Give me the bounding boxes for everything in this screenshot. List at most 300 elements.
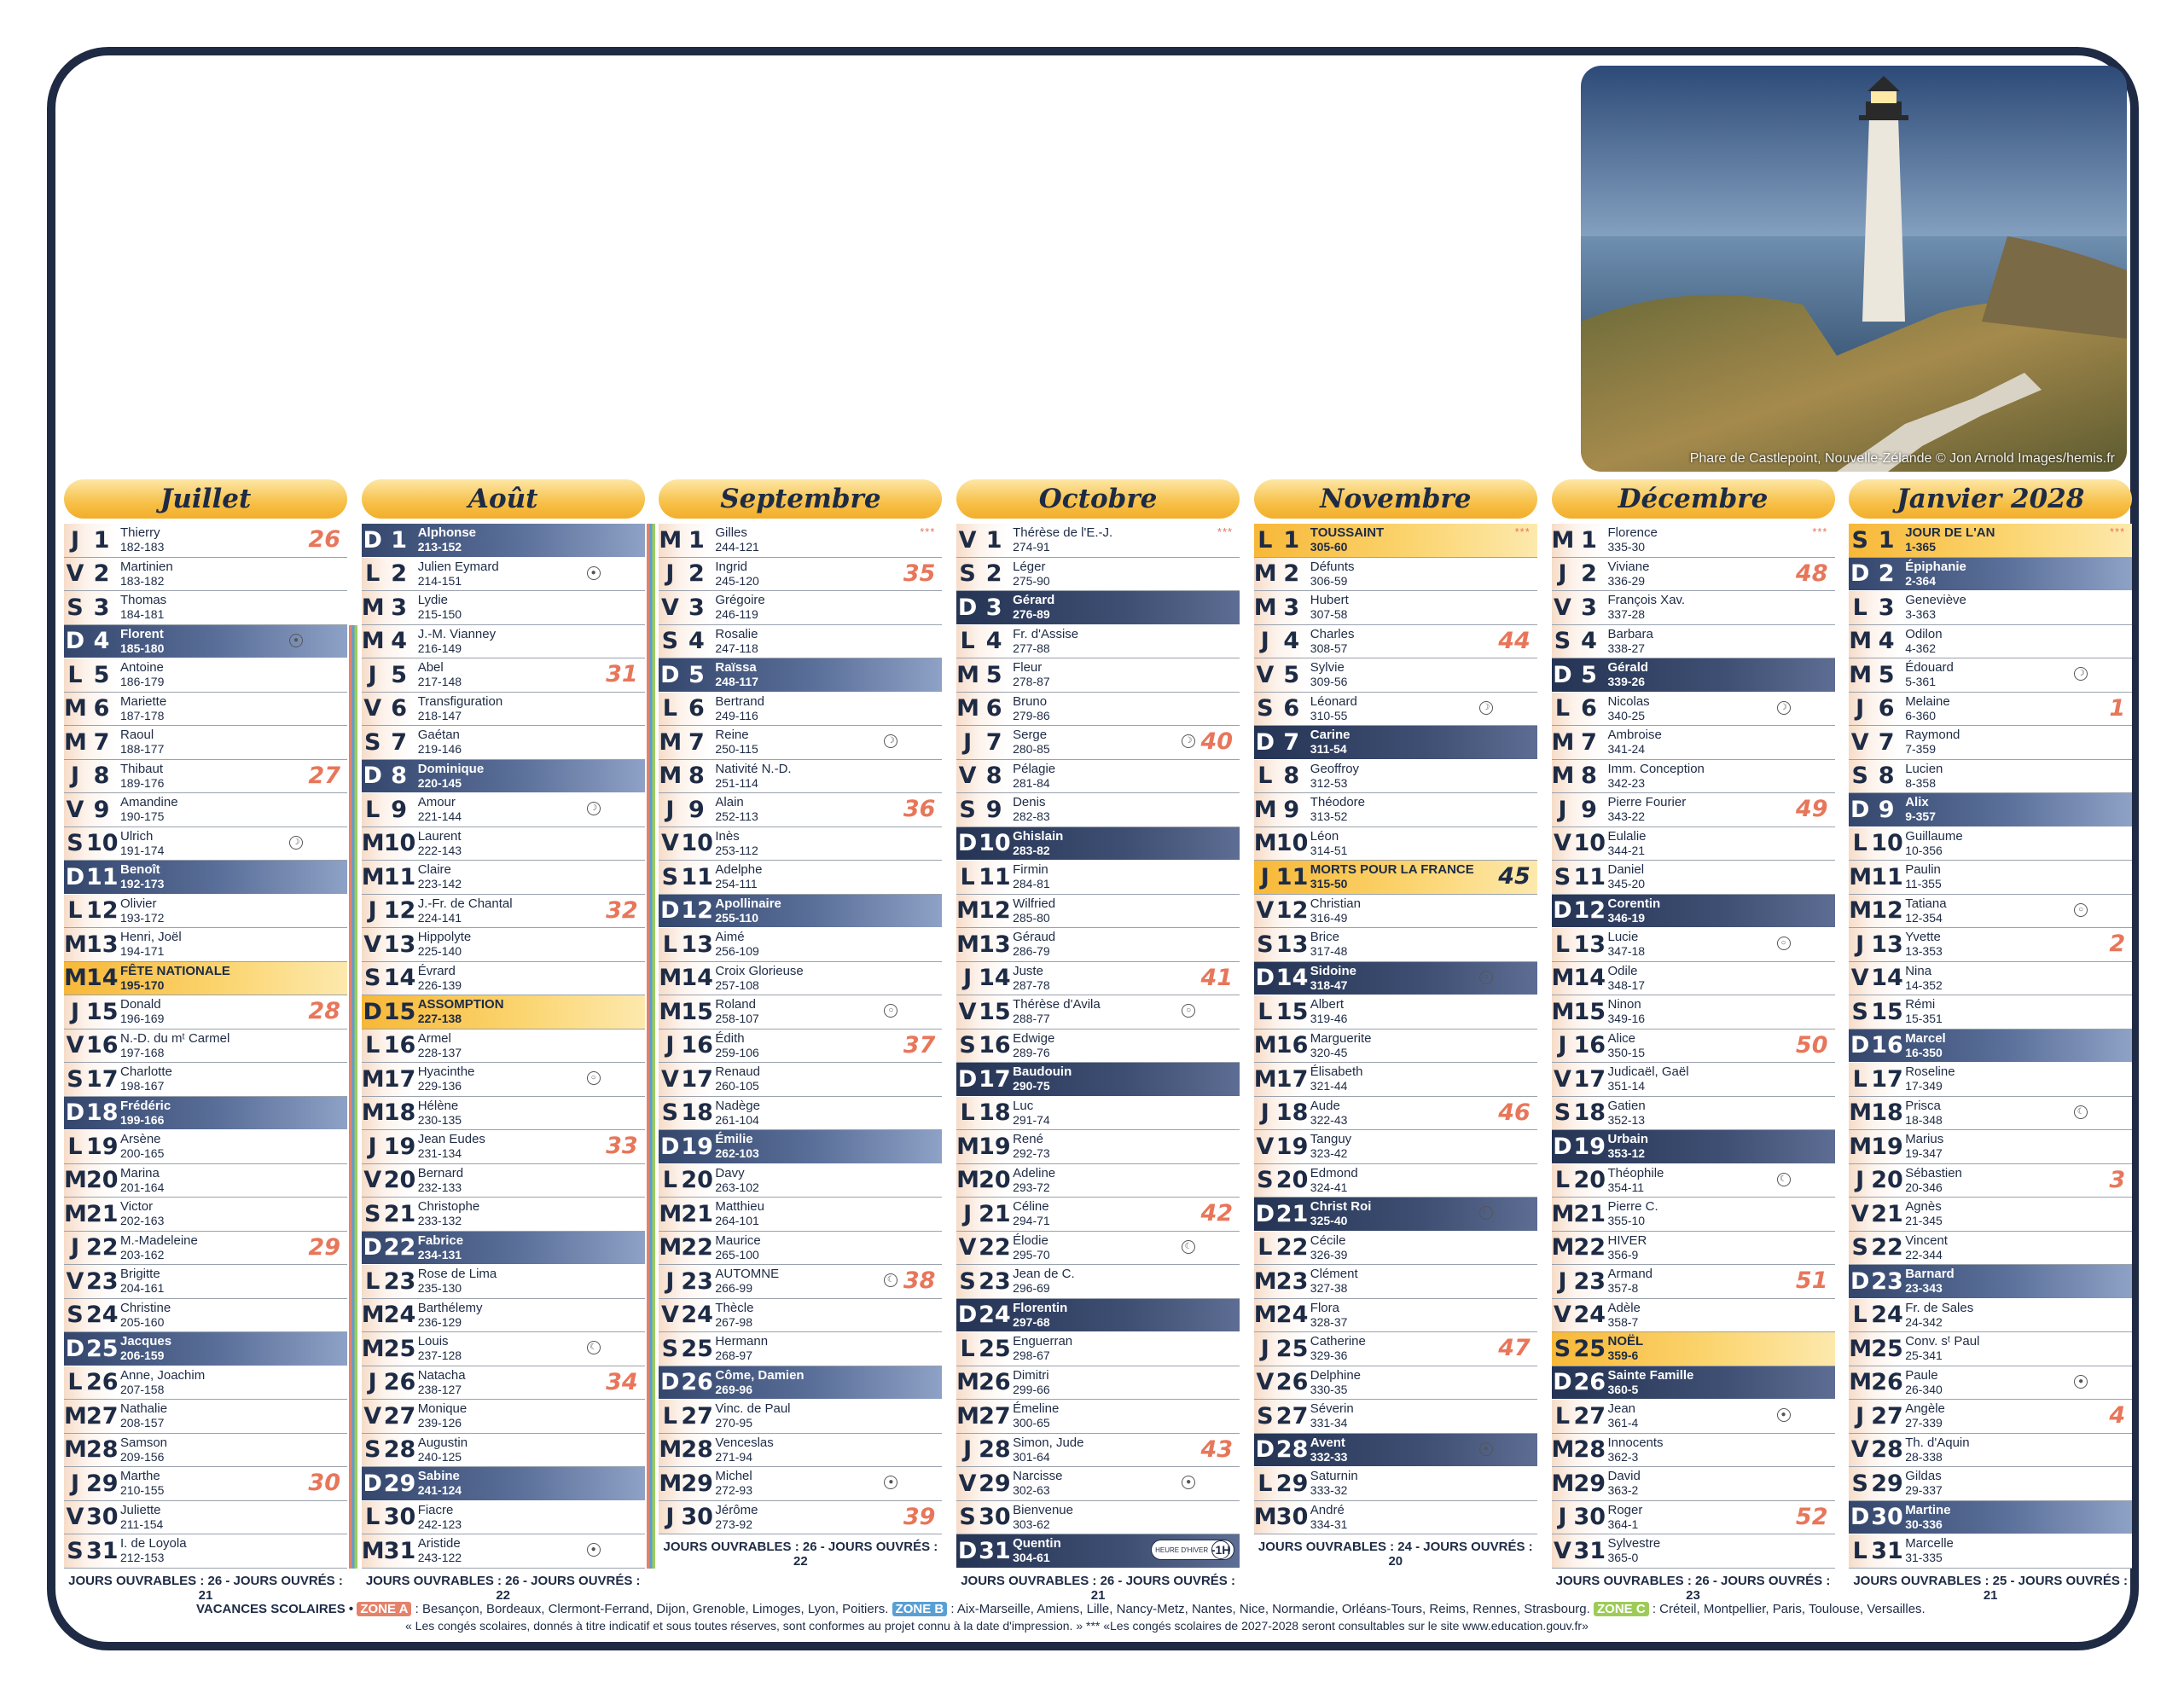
day-list (1552, 524, 1835, 1569)
day-count: 233-132 (417, 1214, 462, 1228)
weekday-letter: L (1852, 594, 1867, 621)
saint-name: Sidoine (1310, 963, 1356, 978)
weekday-letter: V (1554, 1302, 1571, 1329)
saint-name: Daniel (1607, 862, 1645, 878)
day-count: 292-73 (1013, 1146, 1050, 1161)
day-count: 287-78 (1013, 977, 1050, 992)
day-number: 15 (681, 998, 713, 1025)
weekday-letter: V (1256, 897, 1275, 925)
day-count: 1-365 (1905, 540, 1936, 554)
saint-block (1310, 1335, 1366, 1362)
weekday-letter: S (363, 1200, 381, 1227)
saint-name: Firmin (1013, 862, 1048, 878)
day-count: 216-149 (417, 641, 462, 655)
saint-block (1608, 763, 1705, 790)
weekday-letter: S (363, 728, 381, 756)
saint-block (418, 1200, 480, 1227)
day-row (659, 995, 942, 1030)
saint-block (1013, 1335, 1072, 1362)
day-row (64, 962, 347, 996)
day-row (1849, 1198, 2132, 1232)
day-number: 28 (979, 1436, 1011, 1464)
saint-block (715, 830, 758, 857)
saint-block (418, 863, 462, 890)
saint-name: Mariette (120, 693, 167, 709)
saint-name: André (1310, 1502, 1345, 1517)
day-row (1254, 895, 1537, 929)
day-number: 16 (86, 1032, 119, 1059)
weekday-letter: J (665, 1267, 675, 1295)
saint-name: Émilie (715, 1132, 753, 1147)
day-number: 22 (1275, 1234, 1309, 1262)
day-row (362, 1299, 645, 1333)
weekday-letter: D (660, 1133, 680, 1160)
weekday-letter: D (65, 628, 85, 655)
day-number: 8 (1878, 763, 1895, 790)
weekday-letter: M (1253, 1267, 1277, 1295)
day-count: 295-70 (1013, 1247, 1050, 1262)
day-count: 291-74 (1013, 1112, 1050, 1127)
day-number: 25 (1871, 1335, 1903, 1362)
day-count: 185-180 (120, 641, 165, 655)
weekday-letter: J (1558, 1267, 1567, 1295)
saint-block (1608, 628, 1653, 655)
weekday-letter: J (70, 526, 80, 554)
day-number: 17 (681, 1065, 713, 1093)
day-number: 3 (93, 594, 110, 621)
weekday-letter: S (1257, 931, 1274, 958)
day-count: 361-4 (1607, 1416, 1639, 1430)
saint-name: Thècle (715, 1300, 754, 1315)
day-row (956, 1198, 1240, 1232)
saint-name: Roger (1607, 1502, 1643, 1517)
saint-block (418, 560, 499, 588)
saint-block (418, 728, 462, 756)
saint-block (1013, 695, 1050, 722)
saint-block (715, 1335, 768, 1362)
saint-block (418, 1402, 468, 1430)
day-row (956, 1030, 1240, 1064)
day-number: 11 (383, 863, 416, 890)
saint-block (1310, 1133, 1351, 1160)
stars-icon: *** (2110, 525, 2126, 538)
saint-block (1608, 526, 1658, 554)
day-number: 23 (1871, 1267, 1903, 1295)
day-count: 308-57 (1310, 641, 1348, 655)
day-row (1254, 658, 1537, 693)
week-number: 32 (606, 896, 638, 924)
saint-name: Augustin (417, 1435, 468, 1450)
day-row (1254, 1366, 1537, 1401)
saint-name: M.-Madeleine (120, 1232, 198, 1248)
saint-block (1608, 998, 1646, 1025)
day-row (659, 658, 942, 693)
saint-name: Frédéric (120, 1098, 171, 1113)
saint-block (715, 1167, 758, 1194)
day-row (64, 861, 347, 895)
day-number: 31 (1871, 1537, 1903, 1564)
saint-name: Jacques (120, 1334, 172, 1349)
month-footer: JOURS OUVRABLES : 26 - JOURS OUVRÉS : 22 (663, 1540, 938, 1569)
day-row (1552, 658, 1835, 693)
saint-block (1905, 1099, 1943, 1127)
saint-name: Antoine (120, 660, 164, 676)
day-number: 15 (1871, 998, 1903, 1025)
day-number: 4 (1581, 628, 1597, 655)
moon-phase-icon: ○ (587, 1071, 601, 1085)
saint-name: Louis (417, 1334, 449, 1349)
day-row (64, 1501, 347, 1535)
day-count: 240-125 (417, 1449, 462, 1464)
weekday-letter: D (363, 998, 382, 1025)
day-number: 17 (86, 1065, 119, 1093)
saint-name: Rémi (1905, 997, 1936, 1012)
weekday-letter: S (67, 1065, 84, 1093)
saint-block (1905, 594, 1966, 621)
winter-time-value: -1H (1211, 1540, 1230, 1559)
day-row (659, 962, 942, 996)
day-row (1849, 827, 2132, 861)
saint-block (715, 1200, 764, 1227)
weekday-letter: L (67, 661, 83, 688)
saint-block (715, 1369, 804, 1396)
saint-name: Wilfried (1013, 896, 1056, 911)
day-count: 285-80 (1013, 910, 1050, 925)
day-number: 16 (681, 1032, 713, 1059)
moon-phase-icon: ☾ (587, 1341, 601, 1354)
day-count: 211-154 (120, 1517, 164, 1531)
weekday-letter: D (363, 1470, 382, 1497)
saint-block (1013, 1402, 1059, 1430)
day-row (956, 962, 1240, 996)
weekday-letter: D (363, 526, 382, 554)
saint-block (1013, 1470, 1062, 1497)
moon-phase-icon: ● (2074, 1375, 2088, 1389)
day-row (362, 1501, 645, 1535)
weekday-letter: J (1558, 1504, 1567, 1531)
day-number: 30 (86, 1504, 119, 1531)
saint-block (418, 998, 504, 1025)
day-row (64, 1063, 347, 1097)
saint-name: Barbara (1607, 626, 1653, 641)
day-row (1849, 861, 2132, 895)
day-number: 6 (985, 695, 1002, 722)
day-count: 196-169 (120, 1012, 165, 1026)
weekday-letter: L (960, 1099, 975, 1127)
day-number: 5 (93, 661, 110, 688)
day-count: 207-158 (120, 1382, 165, 1396)
saint-name: Armel (417, 1030, 451, 1046)
saint-block (120, 998, 164, 1025)
day-row (1254, 1400, 1537, 1434)
day-count: 192-173 (120, 877, 165, 891)
day-number: 18 (681, 1099, 713, 1127)
saint-block (120, 1335, 171, 1362)
day-row (1849, 726, 2132, 760)
saint-name: Théophile (1607, 1165, 1664, 1180)
lighthouse-photo (1581, 66, 2127, 472)
saint-block (1013, 1436, 1083, 1464)
day-number: 6 (93, 695, 110, 722)
day-row (1849, 524, 2132, 558)
weekday-letter: V (66, 560, 84, 588)
saint-name: Odilon (1905, 626, 1943, 641)
day-count: 13-353 (1905, 944, 1943, 959)
week-number: 34 (606, 1368, 638, 1395)
weekday-letter: S (1554, 1099, 1571, 1127)
moon-phase-icon: ☽ (587, 802, 601, 815)
day-count: 274-91 (1013, 540, 1050, 554)
weekday-letter: M (659, 728, 682, 756)
day-row (362, 693, 645, 727)
saint-block (1905, 1302, 1973, 1329)
day-count: 356-9 (1607, 1247, 1639, 1262)
weekday-letter: S (67, 1302, 84, 1329)
day-count: 284-81 (1013, 877, 1050, 891)
day-row (956, 827, 1240, 861)
saint-block (715, 1065, 760, 1093)
weekday-letter: L (1258, 1470, 1273, 1497)
day-count: 2-364 (1905, 573, 1936, 588)
day-row (1552, 1534, 1835, 1569)
saint-block (1905, 1537, 1954, 1564)
saint-block (1905, 931, 1943, 958)
day-number: 15 (86, 998, 119, 1025)
saint-block (120, 661, 164, 688)
saint-name: ASSOMPTION (417, 997, 504, 1012)
day-count: 29-337 (1905, 1483, 1943, 1498)
day-number: 19 (681, 1133, 713, 1160)
day-number: 18 (1275, 1099, 1309, 1127)
saint-name: Apollinaire (715, 896, 781, 911)
day-number: 9 (1581, 796, 1597, 823)
day-number: 6 (1878, 695, 1895, 722)
day-count: 339-26 (1607, 675, 1646, 689)
saint-name: Léon (1310, 828, 1339, 844)
weekday-letter: L (662, 695, 677, 722)
saint-block (1905, 830, 1963, 857)
day-row (1849, 1063, 2132, 1097)
day-row (1254, 1467, 1537, 1501)
day-number: 5 (1283, 661, 1300, 688)
day-number: 25 (1573, 1335, 1606, 1362)
saint-name: Édouard (1905, 660, 1954, 676)
day-row (362, 1332, 645, 1366)
day-number: 26 (681, 1369, 713, 1396)
weekday-letter: J (368, 897, 377, 925)
day-count: 4-362 (1905, 641, 1936, 655)
day-number: 23 (86, 1267, 119, 1295)
day-row (64, 995, 347, 1030)
saint-name: Bienvenue (1013, 1502, 1073, 1517)
day-row (64, 1164, 347, 1198)
month-column (1254, 479, 1537, 1576)
day-count: 358-7 (1607, 1314, 1639, 1329)
day-number: 9 (93, 796, 110, 823)
day-count: 294-71 (1013, 1214, 1050, 1228)
stars-icon: *** (920, 525, 936, 538)
saint-name: TOUSSAINT (1310, 525, 1385, 541)
day-number: 28 (1573, 1436, 1606, 1464)
saint-name: Enguerran (1013, 1334, 1073, 1349)
saint-block (1608, 897, 1661, 925)
weekday-letter: M (361, 1302, 385, 1329)
day-number: 22 (681, 1234, 713, 1262)
day-row (956, 895, 1240, 929)
day-count: 197-168 (120, 1045, 165, 1059)
weekday-letter: M (64, 1436, 87, 1464)
day-row (362, 1265, 645, 1299)
day-count: 264-101 (715, 1214, 759, 1228)
day-number: 5 (391, 661, 408, 688)
saint-name: Gatien (1607, 1098, 1646, 1113)
day-count: 8-358 (1905, 775, 1936, 790)
saint-name: Sabine (417, 1469, 460, 1484)
weekday-letter: S (1257, 1402, 1274, 1430)
day-number: 25 (383, 1335, 416, 1362)
saint-block (1905, 1267, 1955, 1295)
saint-name: Florent (120, 626, 164, 641)
month-title: Septembre (659, 479, 942, 519)
saint-name: Maurice (715, 1232, 761, 1248)
day-number: 5 (985, 661, 1002, 688)
saint-name: Adèle (1607, 1300, 1641, 1315)
day-number: 1 (688, 526, 705, 554)
day-row (1254, 928, 1537, 962)
day-row (362, 1434, 645, 1468)
day-number: 16 (1871, 1032, 1903, 1059)
weekday-letter: D (957, 830, 978, 857)
saint-block (715, 695, 764, 722)
saint-name: Cécile (1310, 1232, 1346, 1248)
saint-name: Alix (1905, 795, 1929, 810)
day-number: 1 (985, 526, 1002, 554)
saint-block (1013, 1099, 1050, 1127)
day-row (1849, 1366, 2132, 1401)
day-number: 16 (979, 1032, 1011, 1059)
saint-block (1905, 863, 1942, 890)
moon-phase-icon: ○ (2074, 903, 2088, 917)
day-count: 337-28 (1607, 607, 1646, 622)
day-count: 365-0 (1607, 1551, 1639, 1565)
zone-c-badge: ZONE C (1594, 1602, 1649, 1616)
saint-name: Geneviève (1905, 593, 1966, 608)
saint-block (418, 695, 503, 722)
saint-name: Tatiana (1905, 896, 1947, 911)
weekday-letter: L (960, 628, 975, 655)
weekday-letter: M (659, 1200, 682, 1227)
weekday-letter: M (956, 1133, 979, 1160)
day-number: 2 (93, 560, 110, 588)
day-row (956, 1265, 1240, 1299)
saint-name: Florentin (1013, 1300, 1068, 1315)
saint-name: Corentin (1607, 896, 1661, 911)
saint-name: HIVER (1607, 1232, 1647, 1248)
day-count: 202-163 (120, 1214, 165, 1228)
saint-block (1310, 1267, 1358, 1295)
day-number: 23 (681, 1267, 713, 1295)
saint-name: Marthe (120, 1469, 160, 1484)
day-number: 30 (1871, 1504, 1903, 1531)
day-row (1254, 995, 1537, 1030)
day-number: 14 (979, 965, 1011, 992)
saint-block (1013, 763, 1055, 790)
day-count: 218-147 (417, 708, 462, 722)
weekday-letter: J (1856, 1402, 1865, 1430)
winter-time-badge (1151, 1540, 1234, 1560)
day-count: 272-93 (715, 1483, 752, 1498)
saint-block (1608, 1402, 1639, 1430)
saint-name: Vinc. de Paul (715, 1401, 791, 1417)
saint-name: Laurent (417, 828, 462, 844)
moon-phase-icon: ● (289, 634, 303, 647)
day-count: 229-136 (417, 1079, 462, 1093)
moon-phase-icon: ○ (1777, 937, 1791, 950)
weekday-letter: M (1849, 1369, 1873, 1396)
saint-name: Adelphe (715, 862, 763, 878)
weekday-letter: J (1260, 1099, 1269, 1127)
saint-name: Hermann (715, 1334, 769, 1349)
day-row (1552, 1265, 1835, 1299)
weekday-letter: S (959, 1267, 976, 1295)
week-number: 26 (308, 526, 340, 553)
saint-name: Jean Eudes (417, 1132, 485, 1147)
saint-name: Quentin (1013, 1536, 1061, 1552)
weekday-letter: D (957, 1065, 978, 1093)
week-number: 37 (903, 1031, 936, 1058)
weekday-letter: J (1856, 695, 1865, 722)
saint-name: Denis (1013, 795, 1046, 810)
day-row (1552, 558, 1835, 592)
saint-name: Thomas (120, 593, 167, 608)
saint-block (418, 965, 462, 992)
saint-name: Épiphanie (1905, 559, 1966, 574)
day-row (362, 1400, 645, 1434)
day-count: 359-6 (1607, 1348, 1639, 1363)
day-row (956, 658, 1240, 693)
day-number: 13 (1871, 931, 1903, 958)
day-number: 13 (1275, 931, 1309, 958)
saint-name: Nativité N.-D. (715, 761, 792, 776)
day-count: 206-159 (120, 1348, 165, 1363)
weekday-letter: D (1255, 1200, 1275, 1227)
weekday-letter: M (1551, 526, 1575, 554)
weekday-letter: M (1253, 1302, 1277, 1329)
saint-block (418, 1065, 475, 1093)
day-number: 1 (1878, 526, 1895, 554)
saint-block (418, 1167, 463, 1194)
saint-name: Nina (1905, 963, 1932, 978)
saint-name: Brice (1310, 930, 1339, 945)
saint-name: Sylvestre (1607, 1536, 1661, 1552)
day-number: 20 (681, 1167, 713, 1194)
moon-phase-icon: ☾ (1182, 1240, 1195, 1254)
day-row (956, 995, 1240, 1030)
saint-block (1608, 931, 1646, 958)
saint-block (120, 763, 164, 790)
day-count: 204-161 (120, 1281, 165, 1296)
saint-name: Ghislain (1013, 828, 1064, 844)
month-column (956, 479, 1240, 1603)
day-row (659, 1130, 942, 1164)
day-number: 31 (1573, 1537, 1606, 1564)
weekday-letter: J (368, 1133, 377, 1160)
saint-name: Thérèse de l'E.-J. (1013, 525, 1113, 541)
day-number: 25 (86, 1335, 119, 1362)
day-count: 297-68 (1013, 1314, 1050, 1329)
day-row (1849, 895, 2132, 929)
day-number: 19 (1871, 1133, 1903, 1160)
